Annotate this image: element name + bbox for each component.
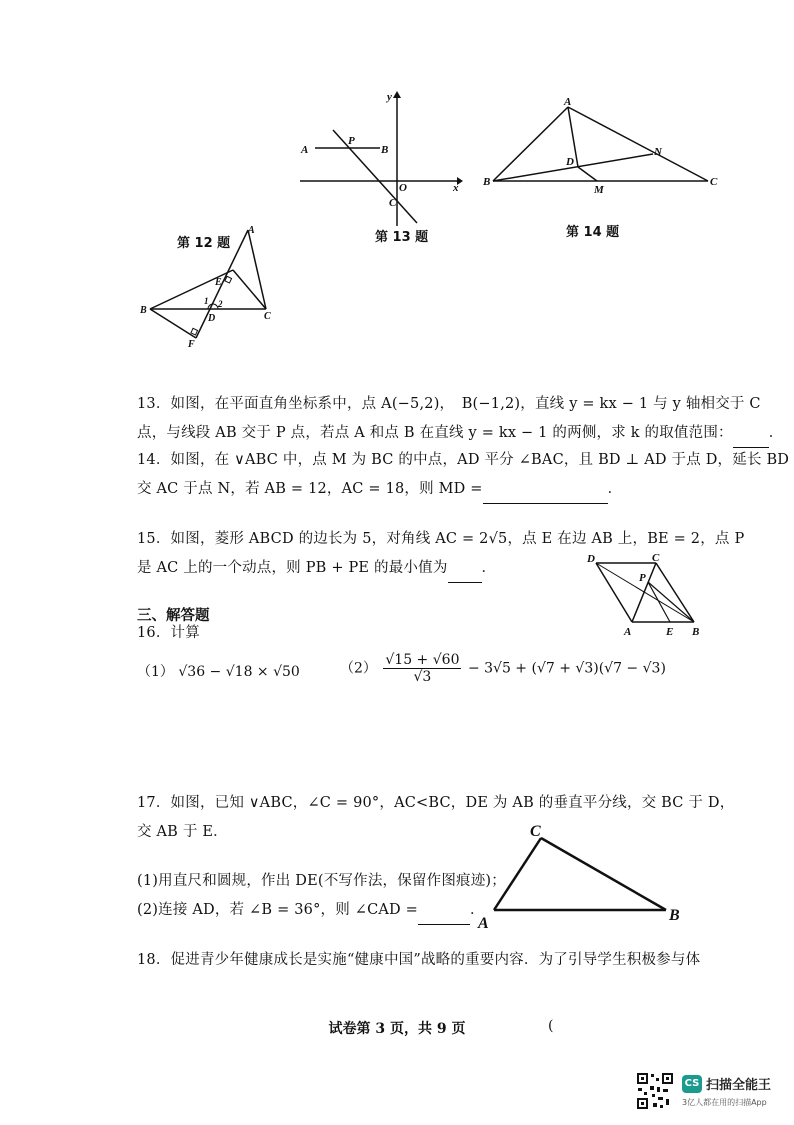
q17-part2-text: (2)连接 AD，若 ∠B = 36°，则 ∠CAD = (137, 902, 419, 918)
fig12-label-c: C (264, 311, 271, 322)
q16-part1 (137, 661, 300, 681)
q16-p2-rest: − 3√5 + (√7 + √3)(√7 − √3) (467, 660, 666, 677)
q16-p2-numerator: √15 + √60 (385, 652, 460, 668)
fig14-caption: 第 14 题 (566, 225, 620, 240)
q16-p2-denominator: √3 (413, 669, 432, 685)
q16-title: 16．计算 (137, 625, 200, 641)
section-3-heading: 三、解答题 (137, 607, 210, 624)
page-footer (0, 1018, 794, 1038)
fig15-label-b: B (692, 626, 700, 638)
figure-14 (478, 95, 723, 195)
q16-p1-label: （1） (137, 664, 174, 680)
q17-line1 (137, 788, 734, 818)
q17-answer-blank[interactable] (418, 908, 470, 925)
q14-line1 (137, 445, 789, 475)
fig15-label-a: A (624, 626, 632, 638)
camscanner-tagline: 3亿人都在用的扫描App (682, 1098, 767, 1107)
q17-line2 (137, 817, 228, 847)
fig15-label-c: C (652, 552, 660, 564)
q16-part2 (340, 652, 666, 685)
q17-part1 (137, 866, 506, 896)
q16-p2-label: （2） (340, 660, 377, 677)
fig14-label-d: D (566, 156, 574, 168)
q17-part2 (137, 895, 485, 925)
q17-part1-text: (1)用直尺和圆规，作出 DE(不写作法，保留作图痕迹)； (137, 873, 506, 889)
fig17-label-a: A (478, 915, 489, 932)
q15-answer-blank[interactable] (448, 566, 482, 583)
fig14-label-a: A (564, 96, 572, 108)
fig15-label-p: P (639, 572, 646, 584)
q17-text1: 17．如图，已知 ∨ABC，∠C = 90°，AC<BC，DE 为 AB 的垂直平分线，交 BC 于 D， (137, 795, 735, 811)
fig12-label-f: F (188, 339, 195, 350)
fig12-caption: 第 12 题 (177, 236, 231, 251)
q16-p2-fraction (383, 652, 461, 685)
q18-text1: 18．促进青少年健康成长是实施“健康中国”战略的重要内容．为了引导学生积极参与体 (137, 952, 701, 968)
q15-text1: 15．如图，菱形 ABCD 的边长为 5，对角线 AC = 2√5，点 E 在边 AB 上，BE = 2，点 P (137, 531, 745, 547)
fig12-label-1: 1 (204, 296, 209, 306)
footer-paren: ( (548, 1018, 554, 1034)
fig12-label-a: A (248, 225, 255, 236)
fig13-caption: 第 13 题 (375, 230, 429, 245)
fig12-label-b: B (140, 305, 147, 316)
q18-line1 (137, 945, 700, 975)
q15-line2 (137, 553, 496, 583)
fig13-label-x: x (453, 182, 459, 194)
fig12-label-2: 2 (218, 299, 223, 309)
figure-17 (476, 820, 688, 932)
q13-text1: 13．如图，在平面直角坐标系中，点 A(−5,2)， B(−1,2)，直线 y = kx − 1 与 y 轴相交于 C (137, 396, 761, 412)
qr-code-icon (636, 1072, 674, 1110)
fig14-label-n: N (654, 146, 662, 158)
q14-line2 (137, 474, 622, 504)
page-number-text: 试卷第 3 页，共 9 页 (328, 1021, 466, 1037)
fig17-label-b: B (669, 907, 680, 924)
q17-period: ． (470, 902, 485, 918)
fig13-label-c: C (389, 197, 397, 209)
fig13-label-o: O (399, 182, 407, 194)
fig14-label-m: M (594, 184, 604, 195)
q14-text1: 14．如图，在 ∨ABC 中，点 M 为 BC 的中点，AD 平分 ∠BAC，且 BD ⊥ AD 于点 D，延长 BD (137, 452, 790, 468)
fig14-label-b: B (483, 176, 491, 188)
figure-13 (295, 88, 465, 228)
fig15-label-d: D (587, 553, 595, 565)
q17-text2: 交 AB 于 E． (137, 824, 228, 840)
camscanner-name: 扫描全能王 (706, 1078, 772, 1093)
fig13-label-y: y (387, 91, 392, 103)
q13-line1 (137, 389, 761, 419)
fig14-label-c: C (710, 176, 718, 188)
figure-12 (138, 225, 278, 350)
fig17-label-c: C (530, 823, 541, 840)
fig12-label-d: D (208, 313, 216, 324)
q15-text2: 是 AC 上的一个动点，则 PB + PE 的最小值为 (137, 560, 448, 576)
camscanner-logo-icon: CS (682, 1075, 702, 1093)
q16-p1-expr: √36 − √18 × √50 (178, 664, 300, 680)
fig13-label-b: B (381, 144, 389, 156)
fig12-label-e: E (215, 277, 222, 288)
q13-line2 (137, 418, 783, 448)
q15-period: ． (481, 560, 497, 576)
q14-text2: 交 AC 于点 N，若 AB = 12，AC = 18，则 MD = (137, 481, 483, 497)
q13-text2: 点，与线段 AB 交于 P 点，若点 A 和点 B 在直线 y = kx − 1 的两侧，求 k 的取值范围： (137, 425, 733, 441)
q14-answer-blank[interactable] (483, 487, 608, 504)
q13-period: ． (768, 425, 784, 441)
fig13-label-p: P (348, 135, 355, 147)
fig13-label-a: A (301, 144, 309, 156)
fig15-label-e: E (666, 626, 674, 638)
q14-period: ． (607, 481, 623, 497)
figure-15 (584, 548, 709, 640)
